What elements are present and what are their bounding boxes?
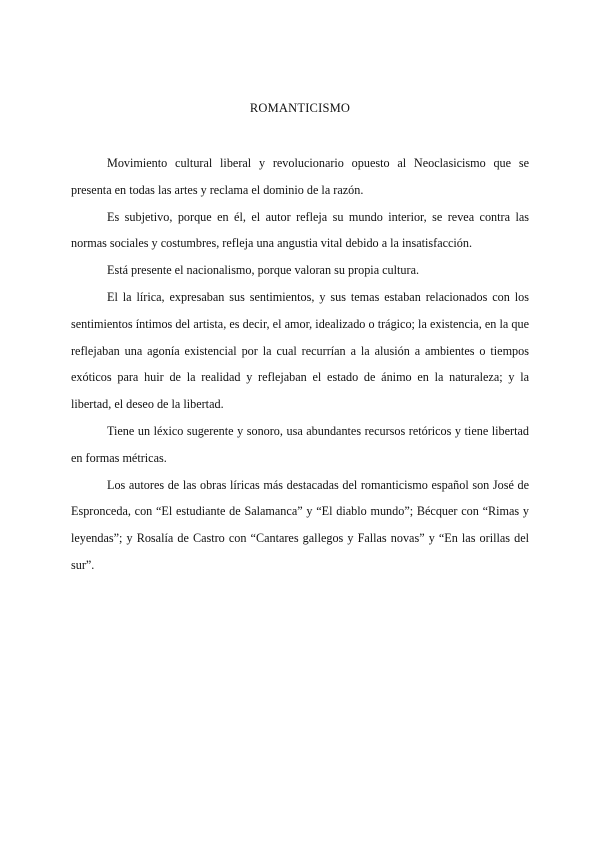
- paragraph-nationalism: Está presente el nacionalismo, porque valoran su propia cultura.: [107, 263, 420, 278]
- paragraph-style: Tiene un léxico sugerente y sonoro, usa abundantes recursos retóricos y tiene libertad en formas métricas.: [71, 423, 529, 465]
- page-title: ROMANTICISMO: [249, 101, 351, 115]
- paragraph-definition: Movimiento cultural liberal y revolucionario opuesto al Neoclasicismo que se presenta en todas las artes y reclama el dominio de la razón.: [71, 156, 529, 197]
- document-body: [71, 150, 529, 579]
- paragraph-subjectivity: Es subjetivo, porque en él, el autor refleja su mundo interior, se revea contra las normas sociales y costumbres, refleja una angustia vital debido a la insatisfacción.: [71, 209, 529, 251]
- paragraph-lyric-themes: El la lírica, expresaban sus sentimientos, y sus temas estaban relacionados con los sentimientos íntimos del artista, es decir, el amor, idealizado o trágico; la existencia, en la que reflejaban una agonía existencial por la cual recurrían a la alusión a ambientes o tiempos exóticos para huir de la realidad y reflejaban el estado de ánimo en la naturaleza; y la libertad, el deseo de la libertad.: [71, 289, 529, 412]
- paragraph-authors: Los autores de las obras líricas más destacadas del romanticismo español son José de Espronceda, con “El estudiante de Salamanca” y “El diablo mundo”; Bécquer con “Rimas y leyendas”; y Rosalía de Castro con “Cantares gallegos y Fallas novas” y “En las orillas del sur”.: [71, 477, 529, 572]
